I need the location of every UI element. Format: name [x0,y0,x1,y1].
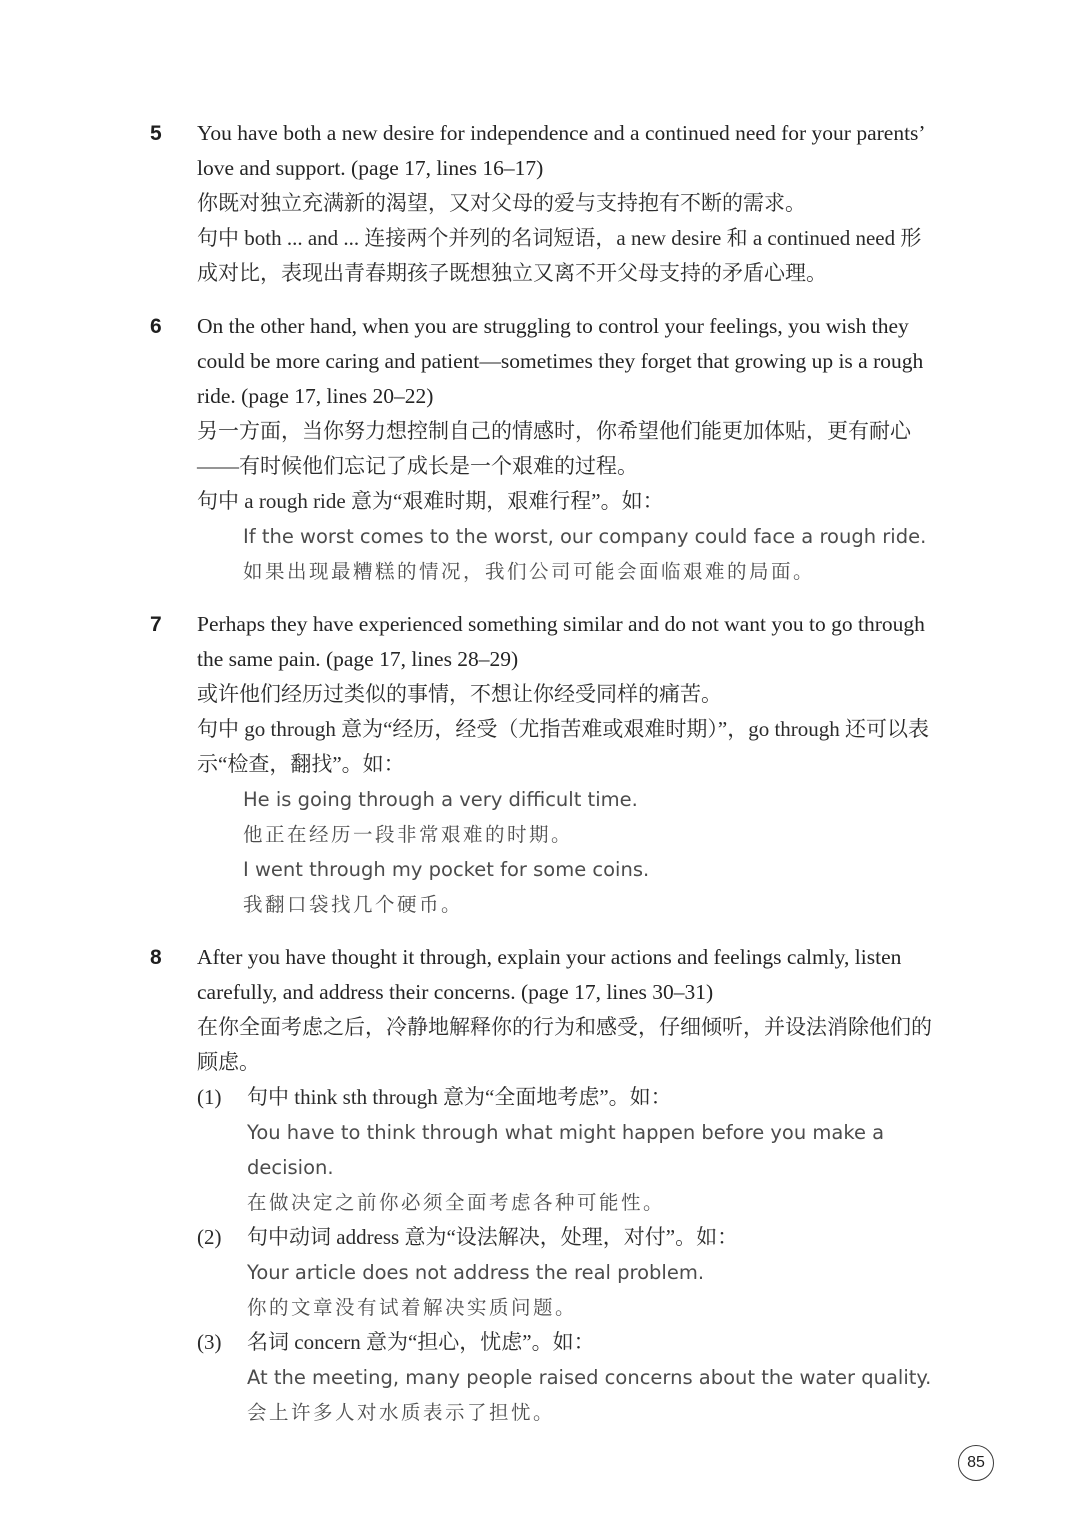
source-sentence: Perhaps they have experienced something similar and do not want you to go through the same pain. (page 17, lines 28–29) [197,612,925,671]
example-translation: 他正在经历一段非常艰难的时期。 [243,823,574,846]
usage-note: 句中 a rough ride 意为“艰难时期，艰难行程”。如： [197,489,664,513]
source-sentence: On the other hand, when you are struggling to control your feelings, you wish they could be more caring and patient—sometimes they forget that growing up is a rough ride. (page 17, lines 20–22) [197,314,924,408]
sub-item-number: (3) [197,1330,222,1354]
example-sentence: If the worst comes to the worst, our company could face a rough ride. [243,525,927,548]
sub-item-body [247,1220,940,1325]
chinese-translation: 另一方面，当你努力想控制自己的情感时，你希望他们能更加体贴，更有耐心——有时候他们忘记了成长是一个艰难的过程。 [197,419,911,478]
example-translation: 会上许多人对水质表示了担忧。 [247,1401,556,1424]
note-item-5 [150,116,940,291]
example-translation: 在做决定之前你必须全面考虑各种可能性。 [247,1191,666,1214]
chinese-translation: 你既对独立充满新的渴望，又对父母的爱与支持抱有不断的需求。 [197,191,806,215]
example-block [243,519,940,589]
note-item-6 [150,309,940,589]
note-item-8 [150,940,940,1430]
sub-note-1 [197,1080,940,1220]
example-translation: 如果出现最糟糕的情况，我们公司可能会面临艰难的局面。 [243,560,816,583]
item-body [197,309,940,589]
item-body [197,116,940,291]
usage-note: 句中 think sth through 意为“全面地考虑”。如： [247,1085,672,1109]
example-sentence: He is going through a very difficult time. [243,788,638,811]
item-number: 8 [150,946,162,969]
sub-note-2 [197,1220,940,1325]
page-number-badge: 85 [958,1445,994,1481]
example-sentence: You have to think through what might happen before you make a decision. [247,1121,885,1179]
sub-item-number: (1) [197,1085,222,1109]
sub-item-number: (2) [197,1225,222,1249]
content-area [150,116,940,1448]
sub-item-body [247,1325,940,1430]
example-block [247,1360,940,1430]
example-block [247,1255,940,1325]
example-block [243,782,940,922]
source-sentence: You have both a new desire for independence and a continued need for your parents’ love and support. (page 17, lines 16–17) [197,121,924,180]
chinese-translation: 或许他们经历过类似的事情，不想让你经受同样的痛苦。 [197,682,722,706]
sub-note-3 [197,1325,940,1430]
usage-note: 句中 both ... and ... 连接两个并列的名词短语，a new desire 和 a continued need 形成对比，表现出青春期孩子既想独立又离不开父母支持的矛盾心理。 [197,226,922,285]
sub-item-body [247,1080,940,1220]
note-item-7 [150,607,940,922]
usage-note: 句中 go through 意为“经历，经受（尤指苦难或艰难时期）”，go through 还可以表示“检查，翻找”。如： [197,717,930,776]
usage-note: 名词 concern 意为“担心，忧虑”。如： [247,1330,595,1354]
item-body [197,940,940,1430]
source-sentence: After you have thought it through, explain your actions and feelings calmly, listen carefully, and address their concerns. (page 17, lines 30–31) [197,945,902,1004]
item-number: 6 [150,315,162,338]
example-sentence: Your article does not address the real problem. [247,1261,705,1284]
usage-note: 句中动词 address 意为“设法解决，处理，对付”。如： [247,1225,739,1249]
example-sentence: I went through my pocket for some coins. [243,858,650,881]
example-block [247,1115,940,1220]
item-number: 7 [150,613,162,636]
example-translation: 我翻口袋找几个硬币。 [243,893,464,916]
example-translation: 你的文章没有试着解决实质问题。 [247,1296,578,1319]
item-body [197,607,940,922]
item-number: 5 [150,122,162,145]
example-sentence: At the meeting, many people raised concerns about the water quality. [247,1366,932,1389]
chinese-translation: 在你全面考虑之后，冷静地解释你的行为和感受，仔细倾听，并设法消除他们的顾虑。 [197,1015,932,1074]
